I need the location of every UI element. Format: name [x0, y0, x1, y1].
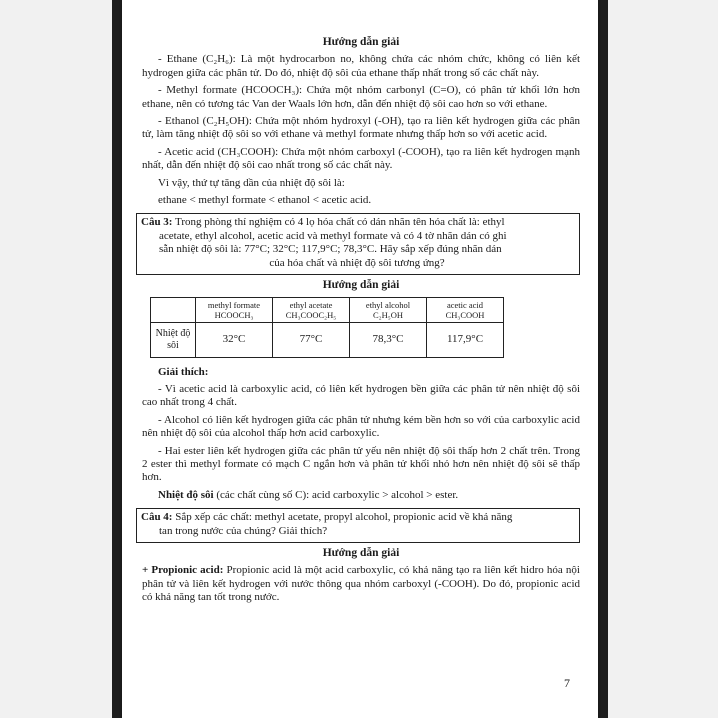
methyl-formate-paragraph: - Methyl formate (HCOOCH₃): Chứa một nhóm carbonyl (C=O), có phân tử khối lớn hơn ethane, nên có tương tác Van der Waals lớn hơn, dẫn đến nhiệt độ sôi cao hơn so với ethane. [142, 84, 580, 110]
propionic-label: + Propionic acid: [142, 564, 224, 577]
question-3-line-1: Trong phòng thí nghiệm có 4 lọ hóa chất có dán nhãn tên hóa chất là: ethyl [175, 216, 505, 229]
left-dark-border [112, 0, 122, 718]
boiling-order: ethane < methyl formate < ethanol < acetic acid. [158, 194, 372, 207]
table-header-cell: ethyl acetate CH₃COOC₂H₅ [273, 297, 350, 322]
table-cell: 117,9°C [427, 322, 504, 357]
table-row-label: Nhiệt độ sôi [151, 322, 196, 357]
solution-heading-1: Hướng dẫn giải [322, 36, 400, 48]
propionic-paragraph [142, 564, 580, 604]
explanation-3: - Hai ester liên kết hydrogen giữa các phân tử yếu nên nhiệt độ sôi thấp hơn 2 chất trên. Trong 2 ester thì methyl formate có mạch C ngắn hơn và phân tử khối nhỏ hơn nên nhiệt độ sôi sẽ thấp hơn. [142, 444, 580, 484]
table-header-cell: acetic acid CH₃COOH [427, 297, 504, 322]
question-4-box [136, 508, 580, 543]
explanation-2: - Alcohol có liên kết hydrogen giữa các phân tử nhưng kém bền hơn so với của carboxylic acid nên nhiệt độ sôi của alcohol thấp hơn acid carboxylic. [142, 413, 580, 440]
question-4-line-1: Sắp xếp các chất: methyl acetate, propyl alcohol, propionic acid về khả năng [175, 511, 513, 524]
table-cell: 78,3°C [350, 322, 427, 357]
page-number: 7 [564, 676, 570, 690]
acetic-acid-paragraph: - Acetic acid (CH₃COOH): Chứa một nhóm carboxyl (-COOH), tạo ra liên kết hydrogen mạnh nhất, dẫn đến nhiệt độ sôi cao nhất trong số các chất này. [142, 145, 580, 172]
ethane-paragraph: - Ethane (C₂H₆): Là một hydrocarbon no, không chứa các nhóm chức, không có liên kết hydrogen giữa các phân tử. Do đó, nhiệt độ sôi của ethane thấp nhất trong số các chất này. [142, 53, 580, 79]
solution-heading-3: Hướng dẫn giải [322, 546, 400, 559]
question-3-box [136, 213, 580, 275]
solution-heading-2: Hướng dẫn giải [322, 279, 400, 292]
question-4-line-2: tan trong nước của chúng? Giải thích? [159, 524, 328, 537]
summary-label: Nhiệt độ sôi [158, 488, 214, 501]
table-header-cell: methyl formate HCOOCH₃ [196, 297, 273, 322]
explanation-1: - Vì acetic acid là carboxylic acid, có liên kết hydrogen bền giữa các phân tử nên nhiệt độ sôi cao nhất trong 4 chất. [142, 382, 580, 409]
table-row [151, 322, 504, 357]
table-corner-cell [151, 297, 196, 322]
page-content [142, 34, 580, 609]
right-dark-border [598, 0, 608, 718]
explanation-label: Giải thích: [158, 365, 209, 378]
summary-paragraph [142, 489, 580, 502]
document-page [122, 0, 598, 718]
table-cell: 32°C [196, 322, 273, 357]
propionic-text: Propionic acid là một acid carboxylic, có khả năng tạo ra liên kết hidro hóa nội phân tử và liên kết hydrogen với nước thông qua nhóm carboxyl (-COOH). Do đó, propionic acid có khả năng tan tốt trong nước. [142, 564, 580, 604]
question-3-line-4: của hóa chất và nhiệt độ sôi tương ứng? [269, 256, 445, 269]
ethanol-paragraph: - Ethanol (C₂H₅OH): Chứa một nhóm hydroxyl (-OH), tạo ra liên kết hydrogen giữa các phân tử, làm tăng nhiệt độ sôi so với ethane và methyl formate nhưng thấp hơn so với acetic acid. [142, 115, 580, 141]
conclusion-paragraph: Vì vậy, thứ tự tăng dần của nhiệt độ sôi là: [158, 176, 345, 189]
question-3-line-2: acetate, ethyl alcohol, acetic acid và methyl formate và có 4 tờ nhãn dán có ghi [159, 229, 507, 242]
question-3-line-3: sẵn nhiệt độ sôi là: 77°C; 32°C; 117,9°C; 78,3°C. Hãy sắp xếp đúng nhãn dán [159, 243, 502, 256]
table-header-row [151, 297, 504, 322]
question-4-label: Câu 4: [141, 511, 173, 524]
summary-text: (các chất cùng số C): acid carboxylic > alcohol > ester. [216, 488, 459, 501]
table-cell: 77°C [273, 322, 350, 357]
table-header-cell: ethyl alcohol C₂H₅OH [350, 297, 427, 322]
question-3-label: Câu 3: [141, 216, 173, 229]
boiling-point-table [150, 297, 504, 358]
